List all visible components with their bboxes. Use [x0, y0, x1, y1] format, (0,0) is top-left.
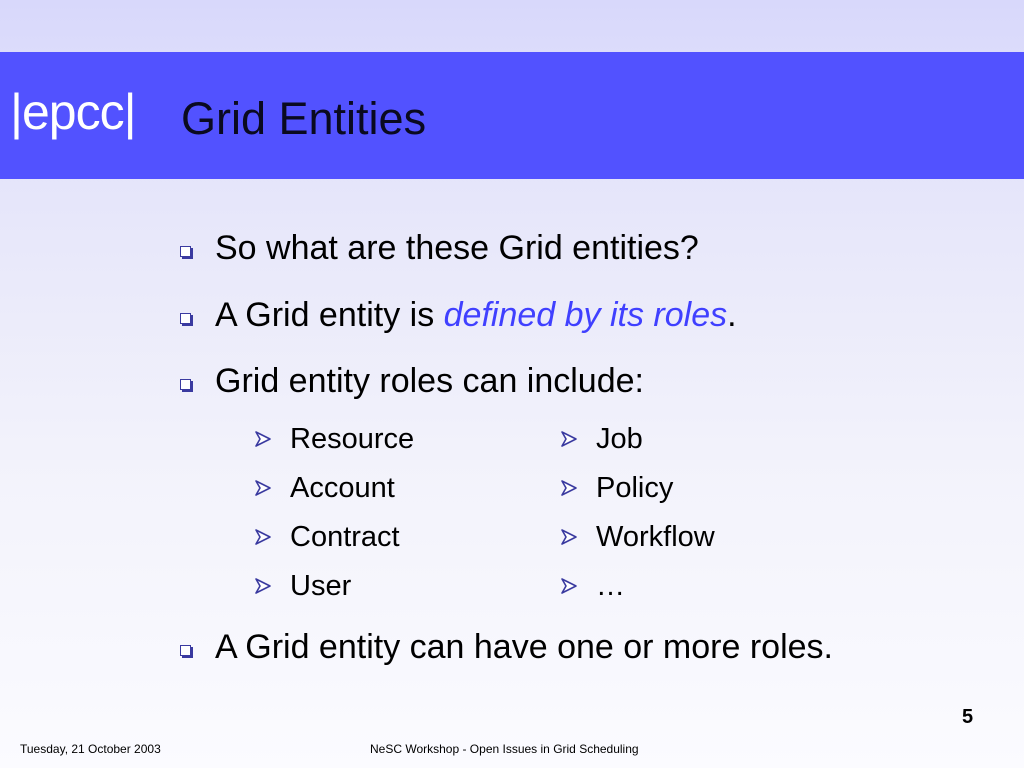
arrow-bullet-icon	[252, 477, 274, 499]
role-label: Contract	[290, 520, 400, 553]
role-label: User	[290, 569, 352, 602]
bullet-item	[180, 292, 737, 338]
bullet-item	[180, 624, 833, 670]
slide-title: Grid Entities	[181, 93, 427, 144]
footer-event: NeSC Workshop - Open Issues in Grid Scheduling	[370, 742, 639, 756]
role-label: Resource	[290, 422, 415, 455]
role-label: …	[596, 569, 625, 602]
role-item	[252, 566, 351, 606]
role-item	[252, 419, 414, 459]
role-item	[252, 517, 400, 557]
square-bullet-icon	[180, 246, 191, 257]
square-bullet-icon	[180, 313, 191, 324]
role-item	[558, 566, 625, 606]
arrow-bullet-icon	[558, 477, 580, 499]
role-label: Account	[290, 471, 395, 504]
bullet-text	[215, 296, 737, 335]
epcc-logo: |epcc|	[10, 84, 136, 140]
role-label: Job	[596, 422, 643, 455]
role-label: Workflow	[596, 520, 715, 553]
role-item	[558, 517, 715, 557]
title-band	[0, 52, 1024, 179]
role-item	[252, 468, 395, 508]
emphasized-text: defined by its roles	[443, 295, 728, 334]
bullet-text-suffix: .	[727, 295, 737, 334]
square-bullet-icon	[180, 645, 191, 656]
page-number: 5	[962, 706, 974, 728]
bullet-text: Grid entity roles can include:	[215, 361, 644, 400]
role-item	[558, 419, 643, 459]
arrow-bullet-icon	[252, 428, 274, 450]
bullet-item	[180, 225, 699, 271]
bullet-item	[180, 358, 644, 404]
role-item	[558, 468, 673, 508]
arrow-bullet-icon	[558, 526, 580, 548]
bullet-text: So what are these Grid entities?	[215, 228, 699, 267]
arrow-bullet-icon	[558, 575, 580, 597]
square-bullet-icon	[180, 379, 191, 390]
arrow-bullet-icon	[252, 575, 274, 597]
arrow-bullet-icon	[252, 526, 274, 548]
bullet-text: A Grid entity can have one or more roles.	[215, 627, 833, 666]
role-label: Policy	[596, 471, 674, 504]
bullet-text-prefix: A Grid entity is	[215, 295, 444, 334]
footer-date: Tuesday, 21 October 2003	[20, 742, 161, 756]
arrow-bullet-icon	[558, 428, 580, 450]
